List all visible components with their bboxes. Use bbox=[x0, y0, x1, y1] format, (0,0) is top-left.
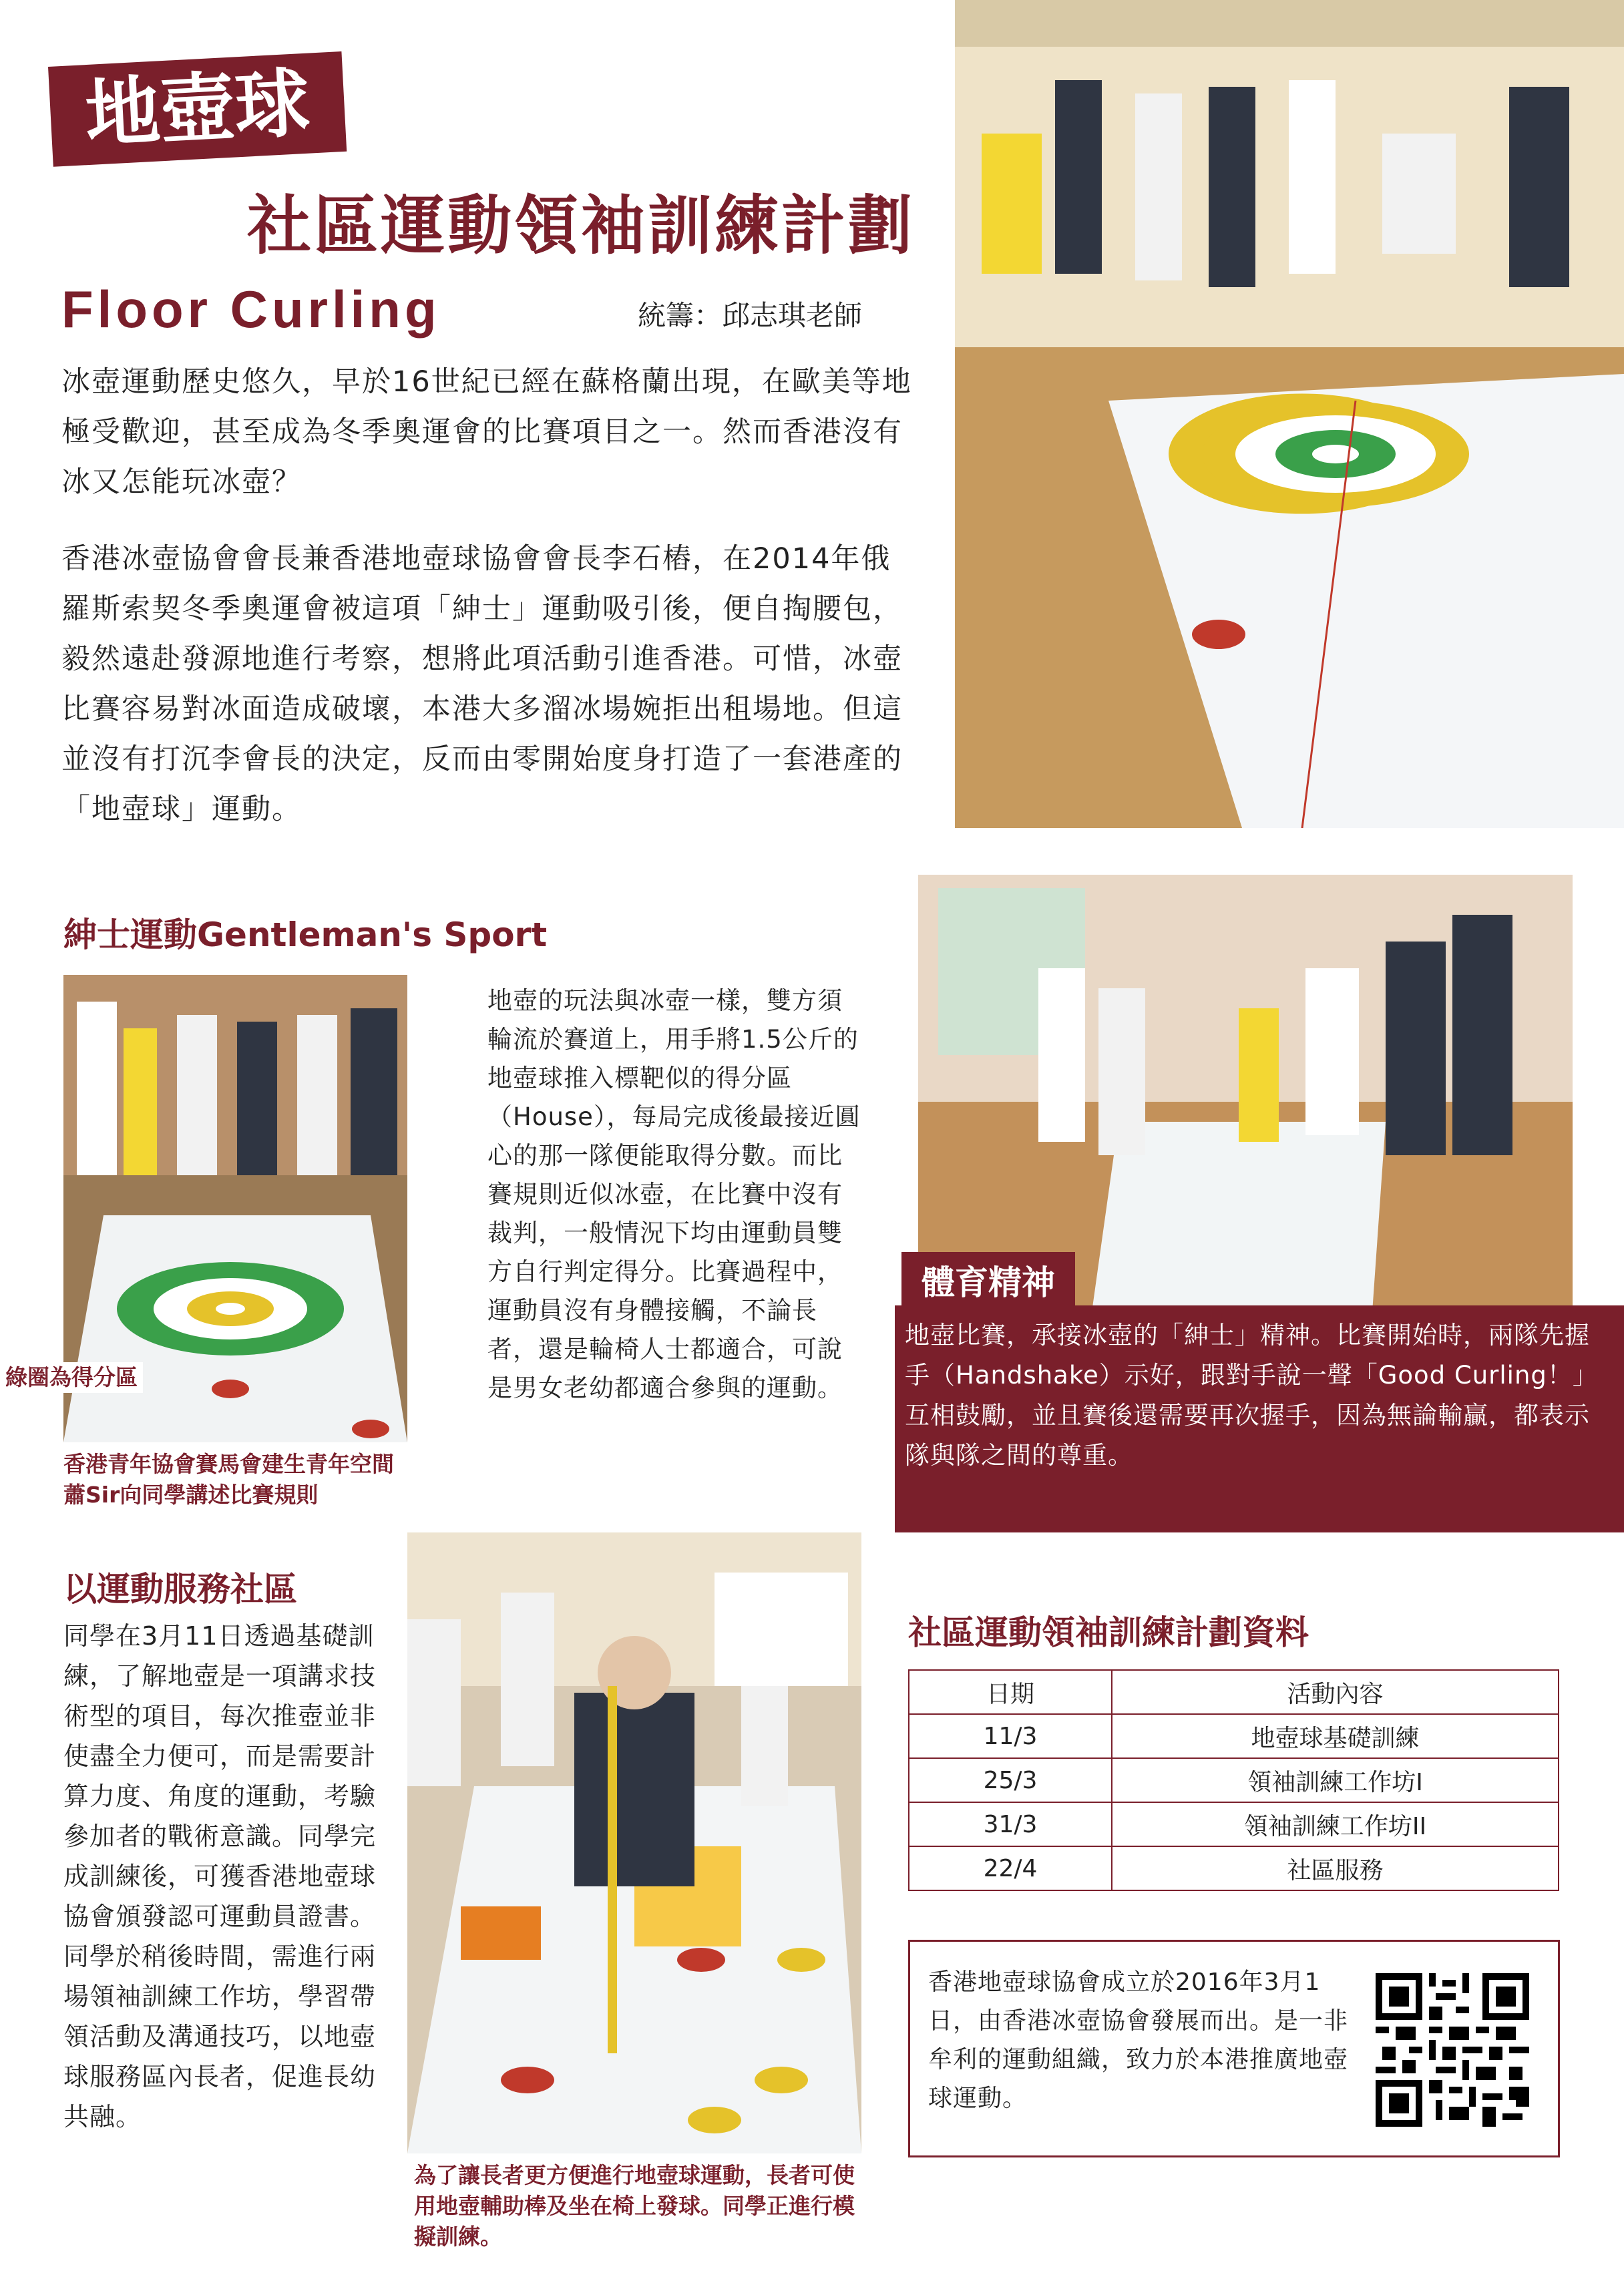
qr-code[interactable] bbox=[1376, 1973, 1529, 2127]
title-tag: 地壺球 bbox=[48, 51, 347, 167]
table-row bbox=[909, 1714, 1559, 1758]
table-row bbox=[909, 1846, 1559, 1890]
schedule-heading: 社區運動領袖訓練計劃資料 bbox=[908, 1613, 1309, 1652]
photo-curling-sheet bbox=[955, 0, 1624, 828]
section-heading-gentleman: 紳士運動Gentleman's Sport bbox=[63, 915, 548, 954]
page-subtitle: 社區運動領袖訓練計劃 bbox=[247, 188, 915, 263]
coordinator-credit: 統籌：邱志琪老師 bbox=[638, 299, 863, 332]
photo-assistive-training bbox=[407, 1532, 861, 2153]
spirit-text: 地壺比賽，承接冰壺的「紳士」精神。比賽開始時，兩隊先握手（Handshake）示好，跟對手說一聲「Good Curling！」互相鼓勵，並且賽後還需要再次握手，因為無論輸贏，都表示隊與隊之間的尊重。 bbox=[905, 1321, 1598, 1470]
intro-paragraph-1: 冰壺運動歷史悠久，早於16世紀已經在蘇格蘭出現，在歐美等地極受歡迎，甚至成為冬季奧運會的比賽項目之一。然而香港沒有冰又怎能玩冰壺？ bbox=[61, 365, 912, 499]
photo-caption-briefing: 香港青年協會賽馬會建生青年空間蕭Sir向同學講述比賽規則 bbox=[63, 1449, 411, 1510]
photo-handshake bbox=[918, 835, 1573, 1312]
table-row bbox=[909, 1758, 1559, 1802]
table-cell-date: 31/3 bbox=[909, 1802, 1112, 1846]
photo-label-scoring-zone: 綠圈為得分區 bbox=[0, 1362, 143, 1393]
intro-paragraph-2: 香港冰壺協會會長兼香港地壺球協會會長李石樁，在2014年俄羅斯索契冬季奧運會被這項「紳士」運動吸引後，便自掏腰包，毅然遠赴發源地進行考察，想將此項活動引進香港。可惜，冰壺比賽容易對冰面造成破壞，本港大多溜冰場婉拒出租場地。但這並沒有打沉李會長的決定，反而由零開始度身打造了一套港產的「地壺球」運動。 bbox=[61, 542, 903, 826]
section-heading-service: 以運動服務社區 bbox=[63, 1570, 297, 1609]
spirit-tag: 體育精神 bbox=[901, 1252, 1075, 1313]
table-cell-date: 25/3 bbox=[909, 1758, 1112, 1802]
table-cell-date: 22/4 bbox=[909, 1846, 1112, 1890]
table-cell-activity: 地壺球基礎訓練 bbox=[1112, 1714, 1559, 1758]
service-text: 同學在3月11日透過基礎訓練，了解地壺是一項講求技術型的項目，每次推壺並非使盡全力便可，而是需要計算力度、角度的運動，考驗參加者的戰術意識。同學完成訓練後，可獲香港地壺球協會頒發認可運動員證書。同學於稍後時間，需進行兩場領袖訓練工作坊，學習帶領活動及溝通技巧，以地壺球服務區內長者，促進長幼共融。 bbox=[63, 1621, 377, 2131]
table-cell-activity: 領袖訓練工作坊I bbox=[1112, 1758, 1559, 1802]
table-cell-activity: 領袖訓練工作坊II bbox=[1112, 1802, 1559, 1846]
table-row bbox=[909, 1802, 1559, 1846]
table-cell-date: 11/3 bbox=[909, 1714, 1112, 1758]
schedule-table bbox=[908, 1669, 1559, 1891]
column-header-date: 日期 bbox=[909, 1670, 1112, 1714]
english-title: Floor Curling bbox=[61, 280, 441, 339]
table-cell-activity: 社區服務 bbox=[1112, 1846, 1559, 1890]
gentleman-text: 地壺的玩法與冰壺一樣，雙方須輪流於賽道上，用手將1.5公斤的地壺球推入標靶似的得分區（House），每局完成後最接近圓心的那一隊便能取得分數。而比賽規則近似冰壺，在比賽中沒有裁判，一般情況下均由運動員雙方自行判定得分。比賽過程中，運動員沒有身體接觸，不論長者，還是輪椅人士都適合，可說是男女老幼都適合參與的運動。 bbox=[487, 986, 861, 1402]
photo-caption-assistive: 為了讓長者更方便進行地壺球運動，長者可使用地壺輔助棒及坐在椅上發球。同學正進行模擬訓練。 bbox=[414, 2160, 861, 2252]
association-text: 香港地壺球協會成立於2016年3月1日，由香港冰壺協會發展而出。是一非牟利的運動組織，致力於本港推廣地壺球運動。 bbox=[928, 1968, 1349, 2112]
table-header-row bbox=[909, 1670, 1559, 1714]
column-header-activity: 活動內容 bbox=[1112, 1670, 1559, 1714]
